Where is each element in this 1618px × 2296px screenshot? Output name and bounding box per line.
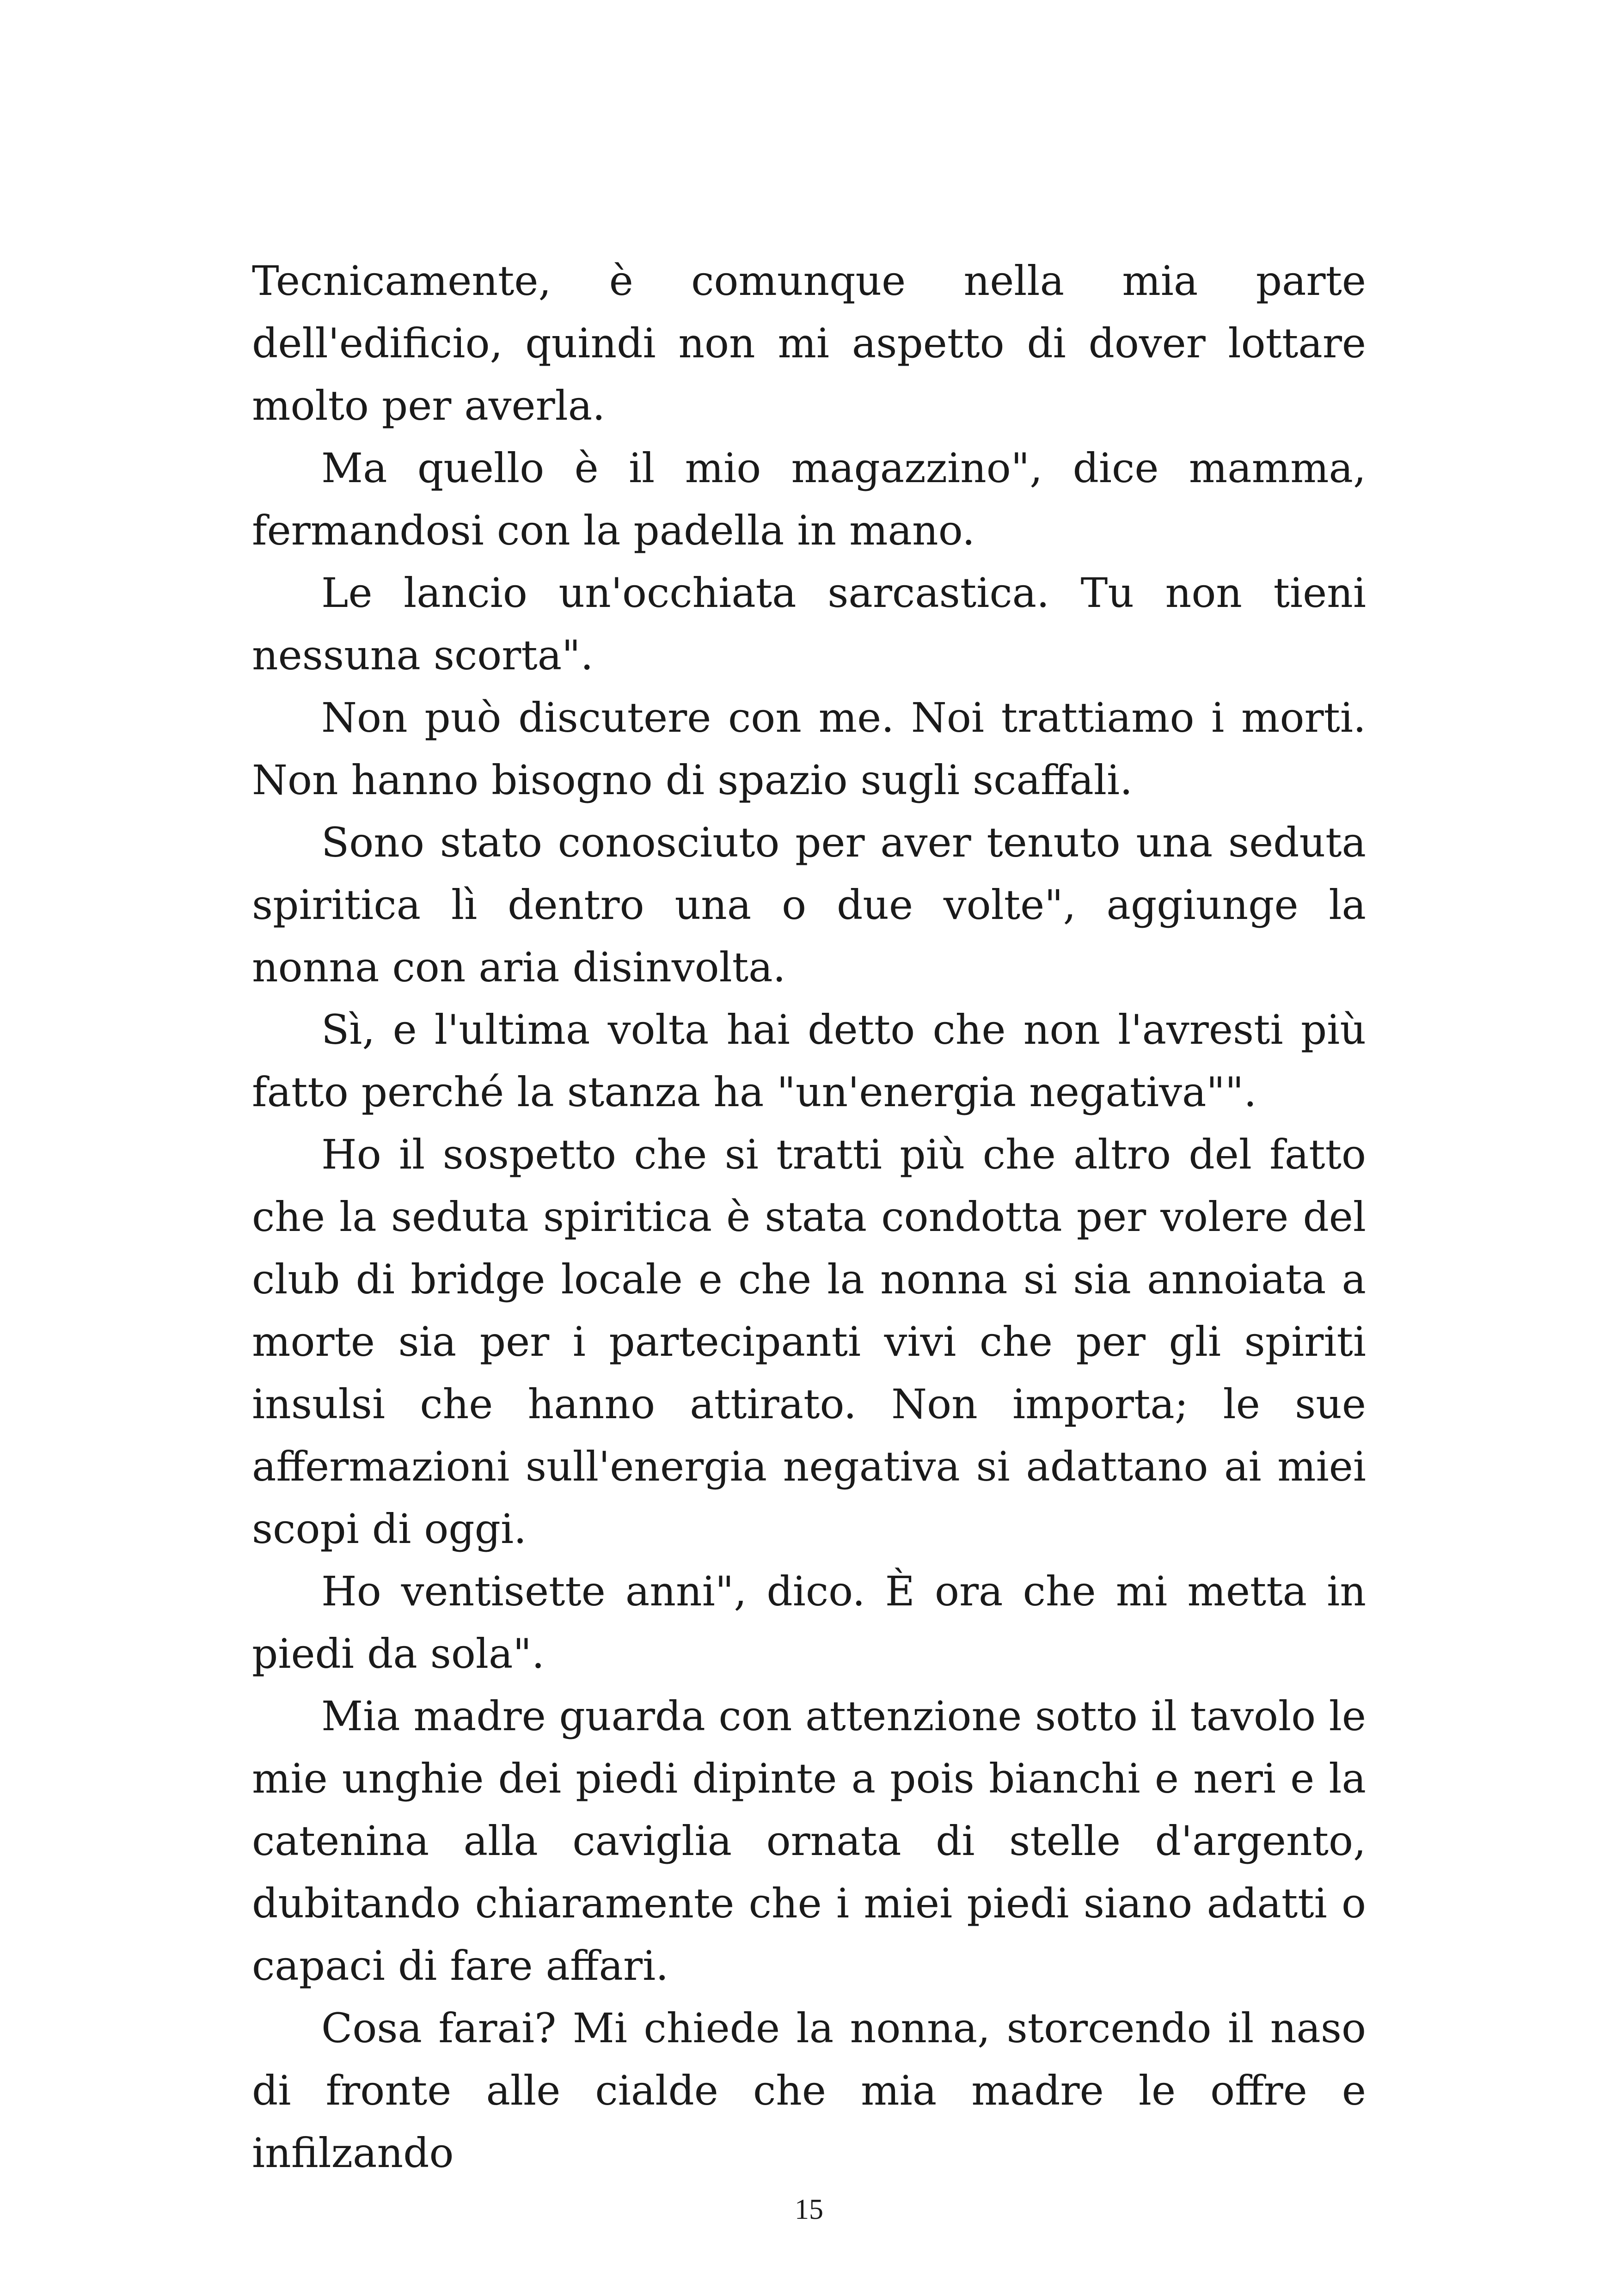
- paragraph: Ho il sospetto che si tratti più che altro del fatto che la seduta spiritica è stata condotta per volere del club di bridge locale e che la nonna si sia annoiata a morte sia per i partecipanti vivi che per gli spiriti insulsi che hanno attirato. Non importa; le sue affermazioni sull'energia negativa si adattano ai miei scopi di oggi.: [252, 1131, 1366, 1553]
- body-text: [252, 250, 1366, 2184]
- paragraph: Sì, e l'ultima volta hai detto che non l'avresti più fatto perché la stanza ha "un'energia negativa"".: [252, 1006, 1366, 1116]
- paragraph: Non può discutere con me. Noi trattiamo i morti. Non hanno bisogno di spazio sugli scaffali.: [252, 694, 1366, 804]
- paragraph: Le lancio un'occhiata sarcastica. Tu non tieni nessuna scorta".: [252, 569, 1366, 679]
- paragraph: Sono stato conosciuto per aver tenuto una seduta spiritica lì dentro una o due volte", aggiunge la nonna con aria disinvolta.: [252, 819, 1366, 991]
- paragraph: Cosa farai? Mi chiede la nonna, storcendo il naso di fronte alle cialde che mia madre le offre e infilzando: [252, 2004, 1366, 2177]
- paragraph: Ho ventisette anni", dico. È ora che mi metta in piedi da sola".: [252, 1567, 1366, 1678]
- page-number: 15: [795, 2194, 823, 2225]
- paragraph: Mia madre guarda con attenzione sotto il tavolo le mie unghie dei piedi dipinte a pois bianchi e neri e la catenina alla caviglia ornata di stelle d'argento, dubitando chiaramente che i miei piedi siano adatti o capaci di fare affari.: [252, 1692, 1366, 1990]
- paragraph: Tecnicamente, è comunque nella mia parte dell'edificio, quindi non mi aspetto di dover lottare molto per averla.: [252, 257, 1366, 429]
- paragraph: Ma quello è il mio magazzino", dice mamma, fermandosi con la padella in mano.: [252, 444, 1366, 554]
